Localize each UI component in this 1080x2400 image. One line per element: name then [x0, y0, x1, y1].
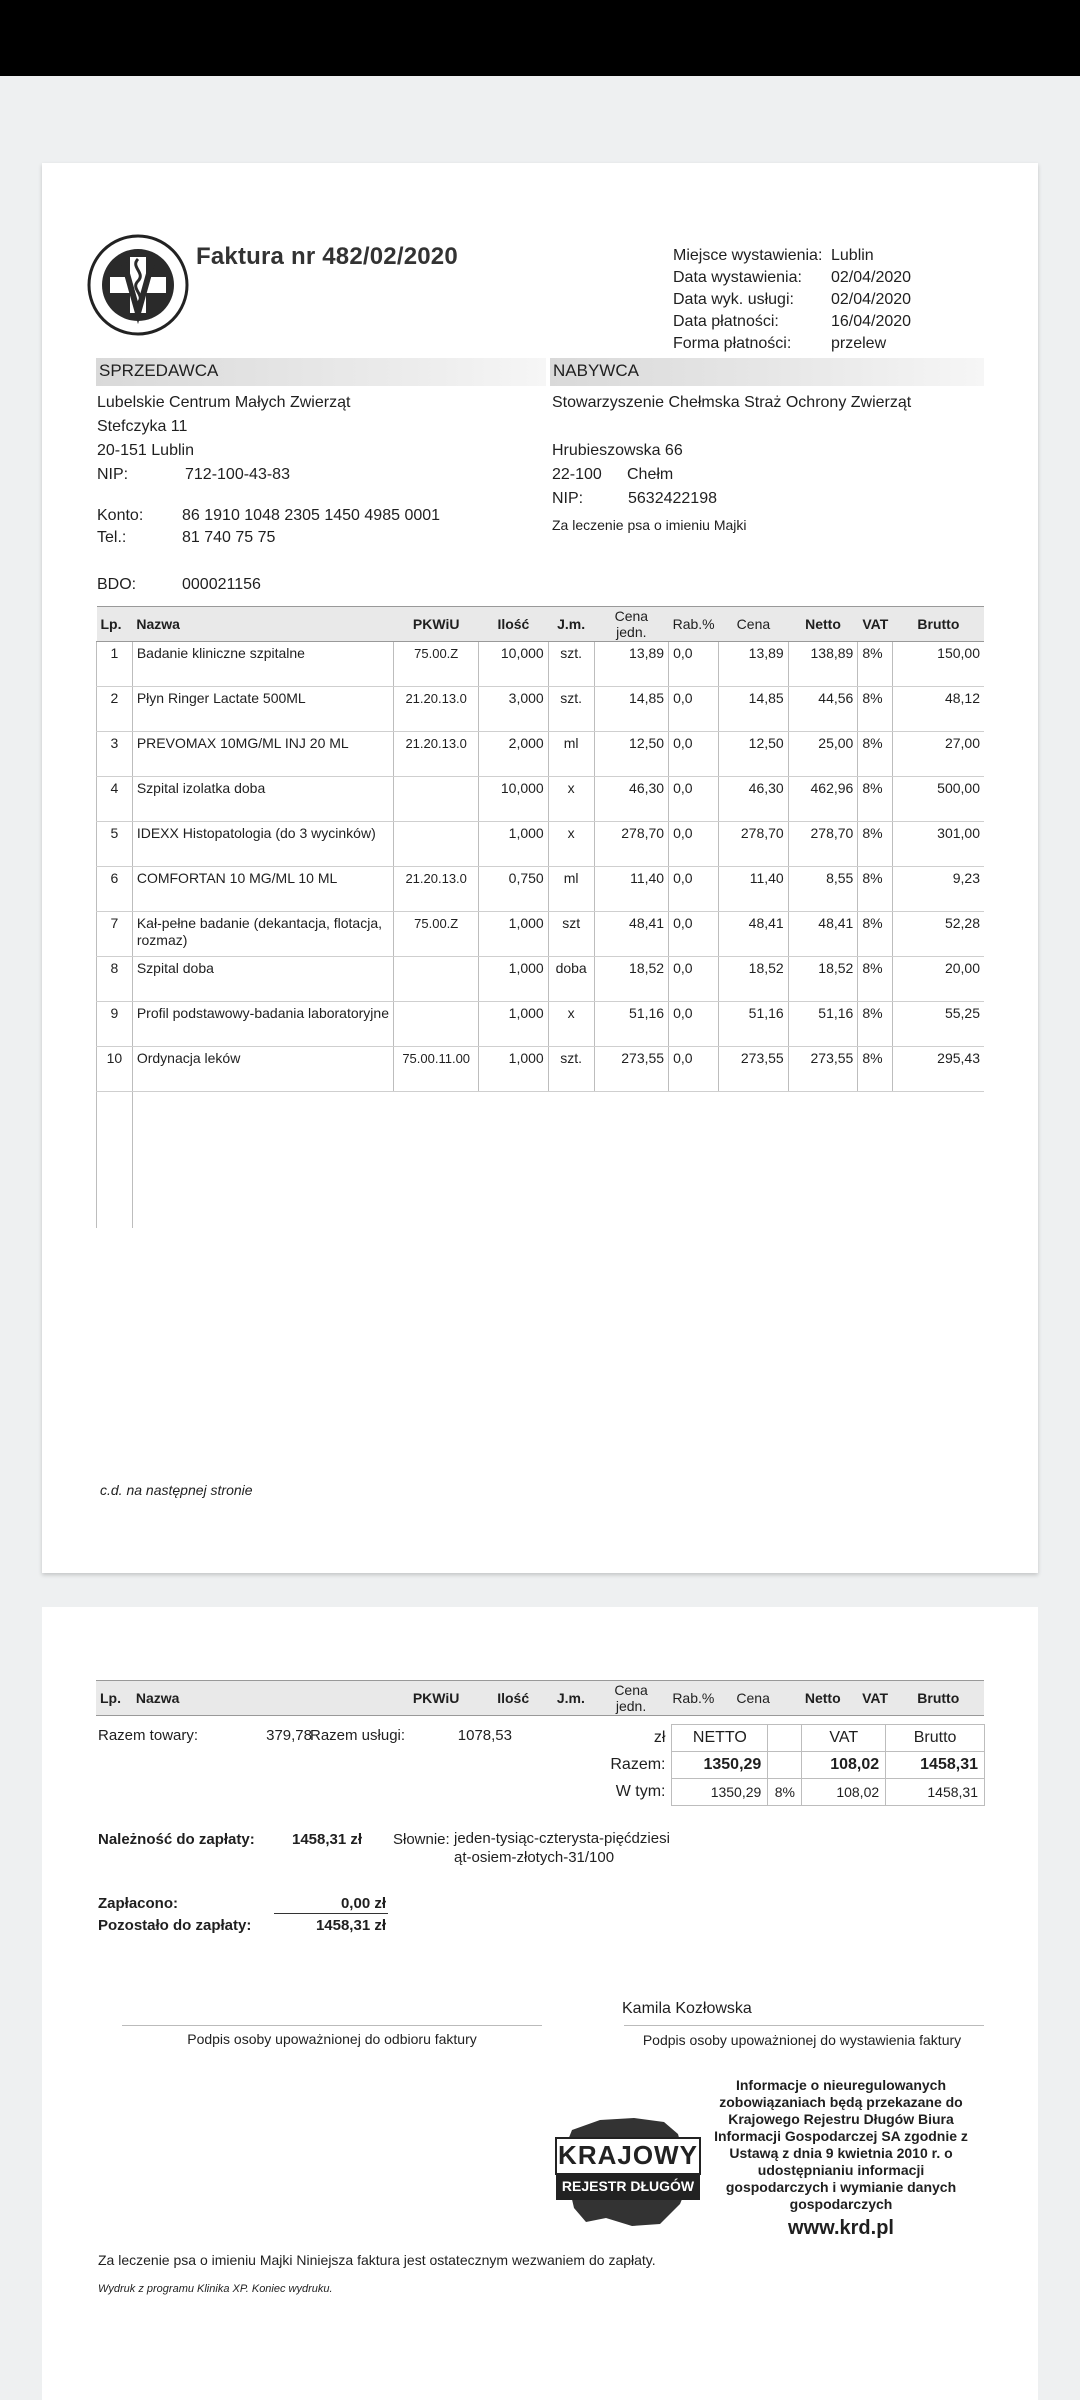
clinic-logo-icon: [86, 233, 190, 337]
row-discount: 0,0: [669, 822, 719, 867]
invoice-page-2: [42, 1607, 1038, 2400]
printout-note: Wydruk z programu Klinika XP. Koniec wydruku.: [98, 2283, 333, 2295]
meta-value: przelew: [831, 335, 887, 352]
row-net: 273,55: [788, 1047, 858, 1092]
krd-logo-bottom: REJESTR DŁUGÓW: [561, 2178, 695, 2194]
col-vat: VAT: [858, 607, 893, 642]
row-name: COMFORTAN 10 MG/ML 10 ML: [132, 867, 393, 912]
table-row: [97, 1002, 985, 1047]
row-vat: 8%: [858, 687, 893, 732]
row-name: IDEXX Histopatologia (do 3 wycinków): [132, 822, 393, 867]
row-name: Ordynacja leków: [132, 1047, 393, 1092]
row-gross: 295,43: [893, 1047, 984, 1092]
row-price: 48,41: [719, 912, 789, 957]
row-pkwiu: [394, 822, 479, 867]
row-unit: ml: [548, 867, 594, 912]
col-brutto: Brutto: [893, 1681, 984, 1716]
row-name: Szpital izolatka doba: [132, 777, 393, 822]
paid-underline: [274, 1913, 388, 1914]
paid-label: Zapłacono:: [98, 1895, 179, 1912]
row-name: Profil podstawowy-badania laboratoryjne: [132, 1002, 393, 1047]
row-pkwiu: [394, 957, 479, 1002]
row-gross: 52,28: [893, 912, 984, 957]
row-lp: 9: [97, 1002, 133, 1047]
col-nazwa: Nazwa: [132, 607, 393, 642]
buyer-heading: NABYWCA: [553, 361, 639, 380]
seller-bdo-label: BDO:: [97, 576, 137, 593]
seller-heading: SPRZEDAWCA: [99, 361, 219, 380]
items-header-row: [97, 607, 985, 642]
row-unit-price: 18,52: [594, 957, 669, 1002]
row-net: 25,00: [788, 732, 858, 777]
row-unit-price: 13,89: [594, 642, 669, 687]
table-row: [97, 957, 985, 1002]
table-row: [97, 822, 985, 867]
col-pkwiu: PKWiU: [394, 607, 479, 642]
col-netto: Netto: [788, 1681, 858, 1716]
krd-url[interactable]: www.krd.pl: [788, 2217, 894, 2239]
total-netto: 1350,29: [672, 1752, 768, 1779]
row-qty: 10,000: [479, 777, 549, 822]
row-vat: 8%: [858, 1002, 893, 1047]
row-lp: 10: [97, 1047, 133, 1092]
meta-value: Lublin: [831, 247, 874, 264]
row-pkwiu: 75.00.Z: [394, 642, 479, 687]
row-unit-price: 51,16: [594, 1002, 669, 1047]
row-gross: 500,00: [893, 777, 984, 822]
row-qty: 1,000: [479, 912, 549, 957]
row-name: Badanie kliniczne szpitalne: [132, 642, 393, 687]
remaining-amount: 1458,31 zł: [315, 1917, 386, 1934]
issuer-signature-line: [624, 2025, 984, 2026]
table-row: [97, 687, 985, 732]
row-lp: 5: [97, 822, 133, 867]
totals-header-row: [602, 1725, 985, 1752]
row-qty: 1,000: [479, 957, 549, 1002]
due-amount: 1458,31 zł: [292, 1831, 363, 1848]
row-net: 8,55: [788, 867, 858, 912]
col-cena-jedn: Cena jedn.: [594, 607, 669, 642]
row-pkwiu: [394, 777, 479, 822]
row-qty: 3,000: [479, 687, 549, 732]
footer-note: Za leczenie psa o imieniu Majki Niniejsza faktura jest ostatecznym wezwaniem do zapłaty.: [98, 2252, 656, 2268]
row-lp: 6: [97, 867, 133, 912]
row-net: 44,56: [788, 687, 858, 732]
row-qty: 1,000: [479, 822, 549, 867]
row-price: 12,50: [719, 732, 789, 777]
meta-value: 02/04/2020: [831, 269, 912, 286]
row-qty: 2,000: [479, 732, 549, 777]
row-qty: 10,000: [479, 642, 549, 687]
krd-map-icon: [552, 2112, 702, 2232]
empty-cell: [858, 1092, 893, 1229]
col-cena: Cena: [719, 607, 789, 642]
row-pkwiu: 21.20.13.0: [394, 867, 479, 912]
row-price: 273,55: [719, 1047, 789, 1092]
row-discount: 0,0: [669, 1047, 719, 1092]
row-qty: 0,750: [479, 867, 549, 912]
col-nazwa: Nazwa: [132, 1681, 394, 1716]
col-netto: NETTO: [672, 1725, 768, 1752]
wtym-label: W tym:: [615, 1783, 666, 1800]
row-qty: 1,000: [479, 1002, 549, 1047]
issuer-name: Kamila Kozłowska: [622, 2000, 752, 2017]
due-label: Należność do zapłaty:: [98, 1831, 255, 1848]
row-price: 278,70: [719, 822, 789, 867]
row-unit: x: [548, 822, 594, 867]
col-cena: Cena: [718, 1681, 788, 1716]
empty-cell: [479, 1092, 549, 1229]
remaining-label: Pozostało do zapłaty:: [98, 1917, 252, 1934]
amount-in-words: jeden-tysiąc-czterysta-pięćdziesiąt-osiem-złotych-31/100: [454, 1830, 670, 1866]
row-discount: 0,0: [669, 732, 719, 777]
seller-heading-band: [96, 358, 546, 386]
col-jm: J.m.: [548, 607, 594, 642]
totals-table: [602, 1724, 985, 1806]
wtym-brutto: 1458,31: [886, 1779, 985, 1806]
buyer-nip-label: NIP:: [552, 490, 584, 507]
services-value: 1078,53: [457, 1727, 512, 1744]
row-price: 51,16: [719, 1002, 789, 1047]
meta-label: Data wystawienia:: [673, 269, 802, 286]
row-unit-price: 278,70: [594, 822, 669, 867]
row-lp: 4: [97, 777, 133, 822]
buyer-name: Stowarzyszenie Chełmska Straż Ochrony Zwierząt: [552, 394, 912, 411]
row-net: 278,70: [788, 822, 858, 867]
row-vat: 8%: [858, 912, 893, 957]
row-discount: 0,0: [669, 957, 719, 1002]
row-vat: 8%: [858, 1047, 893, 1092]
seller-nip-label: NIP:: [97, 466, 129, 483]
buyer-nip: 5632422198: [628, 490, 717, 507]
row-unit: ml: [548, 732, 594, 777]
items-table: [96, 606, 984, 1228]
row-discount: 0,0: [669, 867, 719, 912]
empty-cell: [548, 1092, 594, 1229]
row-discount: 0,0: [669, 777, 719, 822]
invoice-meta: [673, 245, 911, 355]
row-unit-price: 12,50: [594, 732, 669, 777]
empty-cell: [669, 1092, 719, 1229]
row-unit-price: 48,41: [594, 912, 669, 957]
total-label: Razem:: [610, 1756, 666, 1773]
row-unit: x: [548, 777, 594, 822]
receiver-signature-line: [122, 2025, 542, 2026]
row-vat: 8%: [858, 642, 893, 687]
meta-value: 02/04/2020: [831, 291, 912, 308]
row-price: 18,52: [719, 957, 789, 1002]
col-lp: Lp.: [96, 1681, 132, 1716]
row-discount: 0,0: [669, 687, 719, 732]
col-rab: Rab.%: [669, 607, 719, 642]
row-name: Szpital doba: [132, 957, 393, 1002]
col-cena-jedn: Cena jedn.: [594, 1681, 669, 1716]
continued-note: c.d. na następnej stronie: [100, 1482, 253, 1498]
row-unit: szt.: [548, 1047, 594, 1092]
row-discount: 0,0: [669, 642, 719, 687]
row-net: 51,16: [788, 1002, 858, 1047]
row-price: 46,30: [719, 777, 789, 822]
col-brutto: Brutto: [893, 607, 984, 642]
issuer-caption: Podpis osoby upoważnionej do wystawienia faktury: [642, 2032, 962, 2048]
seller-tel-label: Tel.:: [97, 529, 127, 546]
empty-cell: [594, 1092, 669, 1229]
invoice-page-1: [42, 163, 1038, 1573]
col-vat: VAT: [858, 1681, 893, 1716]
table-row: [97, 912, 985, 957]
row-gross: 55,25: [893, 1002, 984, 1047]
row-lp: 2: [97, 687, 133, 732]
col-brutto: Brutto: [886, 1725, 985, 1752]
total-brutto: 1458,31: [886, 1752, 985, 1779]
wtym-netto: 1350,29: [672, 1779, 768, 1806]
goods-value: 379,78: [266, 1727, 312, 1744]
col-ilosc: Ilość: [479, 607, 549, 642]
summary-header-row: [96, 1681, 984, 1716]
invoice-title: Faktura nr 482/02/2020: [196, 243, 458, 270]
col-netto: Netto: [788, 607, 858, 642]
row-pkwiu: 21.20.13.0: [394, 687, 479, 732]
col-vat: VAT: [802, 1725, 886, 1752]
empty-cell: [788, 1092, 858, 1229]
row-lp: 8: [97, 957, 133, 1002]
empty-cell: [893, 1092, 984, 1229]
row-unit-price: 46,30: [594, 777, 669, 822]
seller-street: Stefczyka 11: [97, 418, 188, 435]
row-discount: 0,0: [669, 1002, 719, 1047]
row-pkwiu: 21.20.13.0: [394, 732, 479, 777]
row-unit: x: [548, 1002, 594, 1047]
row-qty: 1,000: [479, 1047, 549, 1092]
row-pkwiu: 75.00.11.00: [394, 1047, 479, 1092]
empty-cell: [97, 1092, 133, 1229]
empty-cell: [719, 1092, 789, 1229]
currency: zł: [653, 1729, 666, 1746]
table-row: [97, 1047, 985, 1092]
row-price: 11,40: [719, 867, 789, 912]
buyer-note: Za leczenie psa o imieniu Majki: [552, 517, 747, 533]
col-pkwiu: PKWiU: [394, 1681, 479, 1716]
row-vat: 8%: [858, 822, 893, 867]
row-pkwiu: 75.00.Z: [394, 912, 479, 957]
services-label: Razem usługi:: [310, 1727, 406, 1744]
wtym-vat: 108,02: [802, 1779, 886, 1806]
row-unit: szt.: [548, 642, 594, 687]
seller-bdo: 000021156: [182, 576, 261, 593]
row-lp: 3: [97, 732, 133, 777]
row-gross: 150,00: [893, 642, 984, 687]
total-vat: 108,02: [802, 1752, 886, 1779]
row-lp: 7: [97, 912, 133, 957]
status-bar: [0, 0, 1080, 76]
meta-value: 16/04/2020: [831, 313, 912, 330]
empty-cell: [394, 1092, 479, 1229]
row-vat: 8%: [858, 732, 893, 777]
row-net: 462,96: [788, 777, 858, 822]
words-label: Słownie:: [393, 1831, 450, 1848]
row-net: 18,52: [788, 957, 858, 1002]
empty-cell: [768, 1725, 802, 1752]
buyer-street: Hrubieszowska 66: [552, 442, 683, 459]
buyer-city: Chełm: [627, 466, 674, 483]
row-unit-price: 273,55: [594, 1047, 669, 1092]
row-net: 138,89: [788, 642, 858, 687]
row-gross: 9,23: [893, 867, 984, 912]
row-vat: 8%: [858, 777, 893, 822]
col-jm: J.m.: [548, 1681, 594, 1716]
table-row: [97, 642, 985, 687]
krd-logo-top: KRAJOWY: [558, 2140, 698, 2170]
table-row: [97, 732, 985, 777]
table-empty-area: [97, 1092, 985, 1229]
row-lp: 1: [97, 642, 133, 687]
krd-info: Informacje o nieuregulowanych zobowiązaniach będą przekazane do Krajowego Rejestru Długów Biura Informacji Gospodarczej SA zgodnie z Ustawą z dnia 9 kwietnia 2010 r. o udostępnianiu informacji gospodarczych i wymianie danych gospodarczych: [714, 2077, 968, 2212]
meta-label: Miejsce wystawienia:: [673, 247, 823, 264]
receiver-caption: Podpis osoby upoważnionej do odbioru faktury: [187, 2031, 477, 2047]
row-gross: 48,12: [893, 687, 984, 732]
wtym-rate: 8%: [768, 1779, 802, 1806]
goods-label: Razem towary:: [98, 1727, 199, 1744]
row-unit: doba: [548, 957, 594, 1002]
paid-amount: 0,00 zł: [340, 1895, 386, 1912]
row-gross: 27,00: [893, 732, 984, 777]
row-name: Kał-pełne badanie (dekantacja, flotacja, rozmaz): [132, 912, 393, 957]
col-lp: Lp.: [97, 607, 133, 642]
row-gross: 20,00: [893, 957, 984, 1002]
meta-label: Data wyk. usługi:: [673, 291, 794, 308]
row-gross: 301,00: [893, 822, 984, 867]
row-unit-price: 11,40: [594, 867, 669, 912]
row-unit: szt.: [548, 687, 594, 732]
row-pkwiu: [394, 1002, 479, 1047]
row-unit-price: 14,85: [594, 687, 669, 732]
row-vat: 8%: [858, 867, 893, 912]
row-discount: 0,0: [669, 912, 719, 957]
meta-label: Forma płatności:: [673, 335, 792, 352]
seller-name: Lubelskie Centrum Małych Zwierząt: [97, 394, 351, 411]
buyer-heading-band: [550, 358, 984, 386]
totals-row: [602, 1752, 985, 1779]
row-price: 14,85: [719, 687, 789, 732]
empty-cell: [768, 1752, 802, 1779]
row-vat: 8%: [858, 957, 893, 1002]
summary-header-table: [96, 1680, 984, 1716]
seller-account-label: Konto:: [97, 507, 144, 524]
row-net: 48,41: [788, 912, 858, 957]
row-unit: szt: [548, 912, 594, 957]
table-row: [97, 777, 985, 822]
empty-cell: [132, 1092, 393, 1229]
col-rab: Rab.%: [668, 1681, 718, 1716]
col-ilosc: Ilość: [478, 1681, 548, 1716]
seller-city: 20-151 Lublin: [97, 442, 194, 459]
buyer-postcode: 22-100: [552, 466, 602, 483]
seller-account: 86 1910 1048 2305 1450 4985 0001: [182, 507, 441, 524]
table-row: [97, 867, 985, 912]
seller-tel: 81 740 75 75: [182, 529, 276, 546]
row-price: 13,89: [719, 642, 789, 687]
row-name: PREVOMAX 10MG/ML INJ 20 ML: [132, 732, 393, 777]
meta-label: Data płatności:: [673, 313, 779, 330]
seller-nip: 712-100-43-83: [185, 466, 290, 483]
vat-breakdown-row: [602, 1779, 985, 1806]
row-name: Płyn Ringer Lactate 500ML: [132, 687, 393, 732]
